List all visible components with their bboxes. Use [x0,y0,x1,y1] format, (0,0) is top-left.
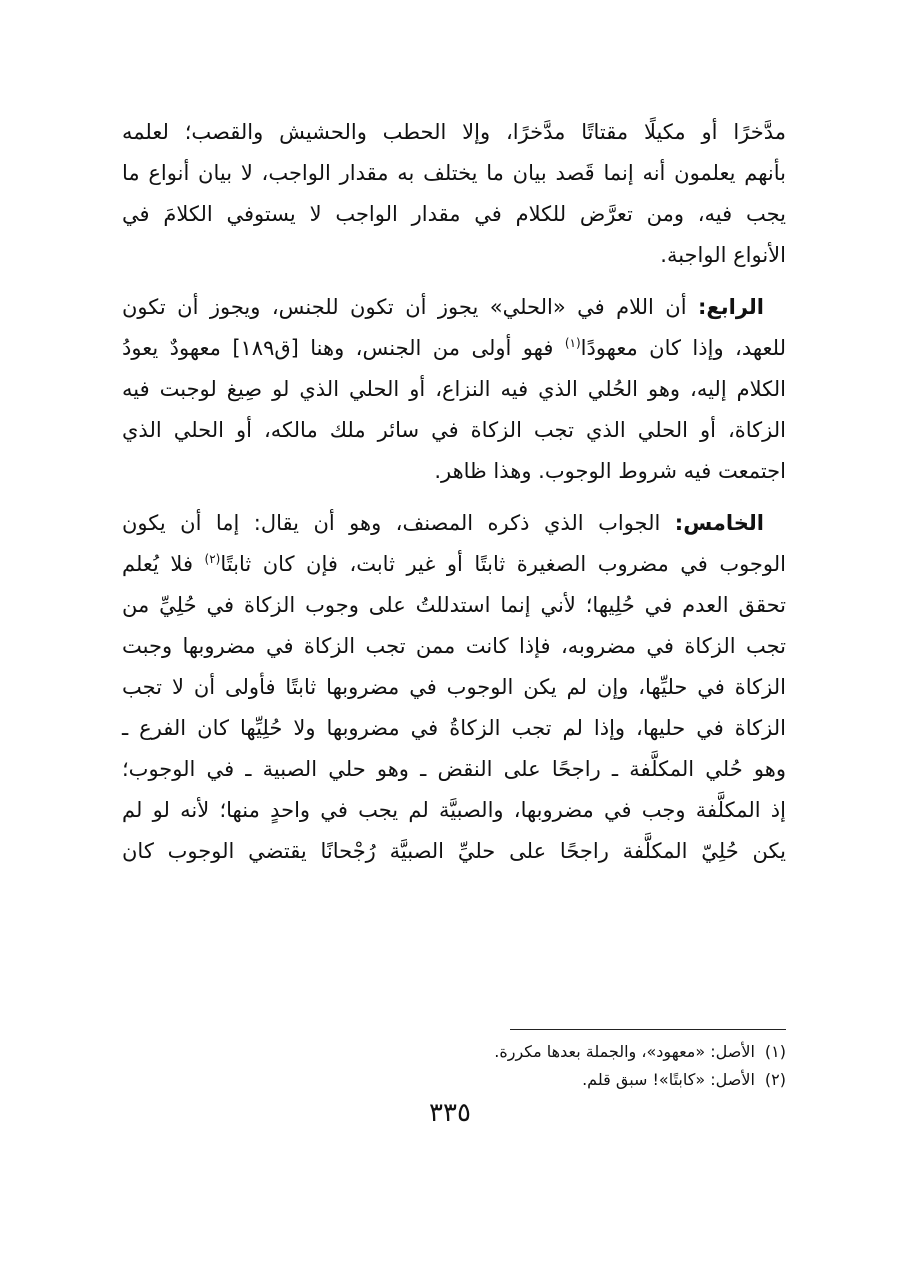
text-line: الأنواع الواجبة. [660,243,786,267]
footnote-number: (١) [764,1042,786,1061]
text-line: تجب الزكاة في مضروبه، فإذا كانت ممن تجب الزكاة في مضروبها وجبت [122,634,786,658]
footnote-ref-1[interactable]: (١) [564,336,581,350]
footnotes [300,1038,786,1094]
text-line: بأنهم يعلمون أنه إنما قَصد بيان ما يختلف به مقدار الواجب، لا بيان أنواع ما [122,161,786,185]
text-line: اجتمعت فيه شروط الوجوب. وهذا ظاهر. [434,459,786,483]
text-segment: الوجوب في مضروب الصغيرة ثابتًا أو غير ثابت، فإن كان ثابتًا [220,552,786,576]
text-line: وهو حُلي المكلَّفة ـ راجحًا على النقض ـ وهو حلي الصبية ـ في الوجوب؛ [122,757,786,781]
text-line: الزكاة، أو الحلي الذي تجب الزكاة في سائر ملك مالكه، أو الحلي الذي [122,418,786,442]
section-lead: الخامس: [674,511,764,535]
text-segment: أن اللام في «الحلي» يجوز أن تكون للجنس، ويجوز أن تكون [122,295,699,319]
text-segment: فلا يُعلم [122,552,205,576]
footnote-text: الأصل: «معهود»، والجملة بعدها مكررة. [494,1042,755,1061]
footnote-1 [300,1038,786,1066]
text-line [122,287,786,328]
text-line: يكن حُلِيّ المكلَّفة راجحًا على حليِّ الصبيَّة رُجْحانًا يقتضي الوجوب كان [122,839,786,863]
text-line [122,328,786,369]
text-line: الكلام إليه، وهو الحُلي الذي فيه النزاع، أو الحلي الذي لو صِيغ لوجبت فيه [122,377,786,401]
footnote-text: الأصل: «كابتًا»! سبق قلم. [582,1070,755,1089]
footnote-ref-2[interactable]: (٢) [204,552,221,566]
text-segment: فهو أولى من الجنس، وهنا [ق١٨٩] معهودٌ يعودُ [122,336,565,360]
section-lead: الرابع: [698,295,764,319]
footnote-divider [510,1029,786,1030]
footnote-2 [300,1066,786,1094]
paragraph-2 [122,287,786,492]
main-text [122,112,786,883]
text-line: مدَّخرًا أو مكيلًا مقتاتًا مدَّخرًا، وإلا الحطب والحشيش والقصب؛ لعلمه [122,120,786,144]
text-line [122,544,786,585]
text-line: الزكاة في حليها، وإذا لم تجب الزكاةُ في مضروبها ولا حُلِيِّها كان الفرع ـ [122,716,786,740]
page-number: ٣٣٥ [429,1098,471,1128]
text-segment: الجواب الذي ذكره المصنف، وهو أن يقال: إما أن يكون [122,511,675,535]
text-line: تحقق العدم في حُلِيها؛ لأني إنما استدللتُ على وجوب الزكاة في حُلِيِّ من [122,593,786,617]
paragraph-3 [122,503,786,872]
text-line: الزكاة في حليِّها، وإن لم يكن الوجوب في مضروبها ثابتًا فأولى أن لا تجب [122,675,786,699]
paragraph-1 [122,112,786,276]
text-line [122,503,786,544]
footnote-number: (٢) [764,1070,786,1089]
text-line: يجب فيه، ومن تعرَّض للكلام في مقدار الواجب لا يستوفي الكلامَ في [122,202,786,226]
text-segment: للعهد، وإذا كان معهودًا [580,336,787,360]
text-line: إذ المكلَّفة وجب في مضروبها، والصبيَّة لم يجب في واحدٍ منها؛ لأنه لو لم [122,798,786,822]
